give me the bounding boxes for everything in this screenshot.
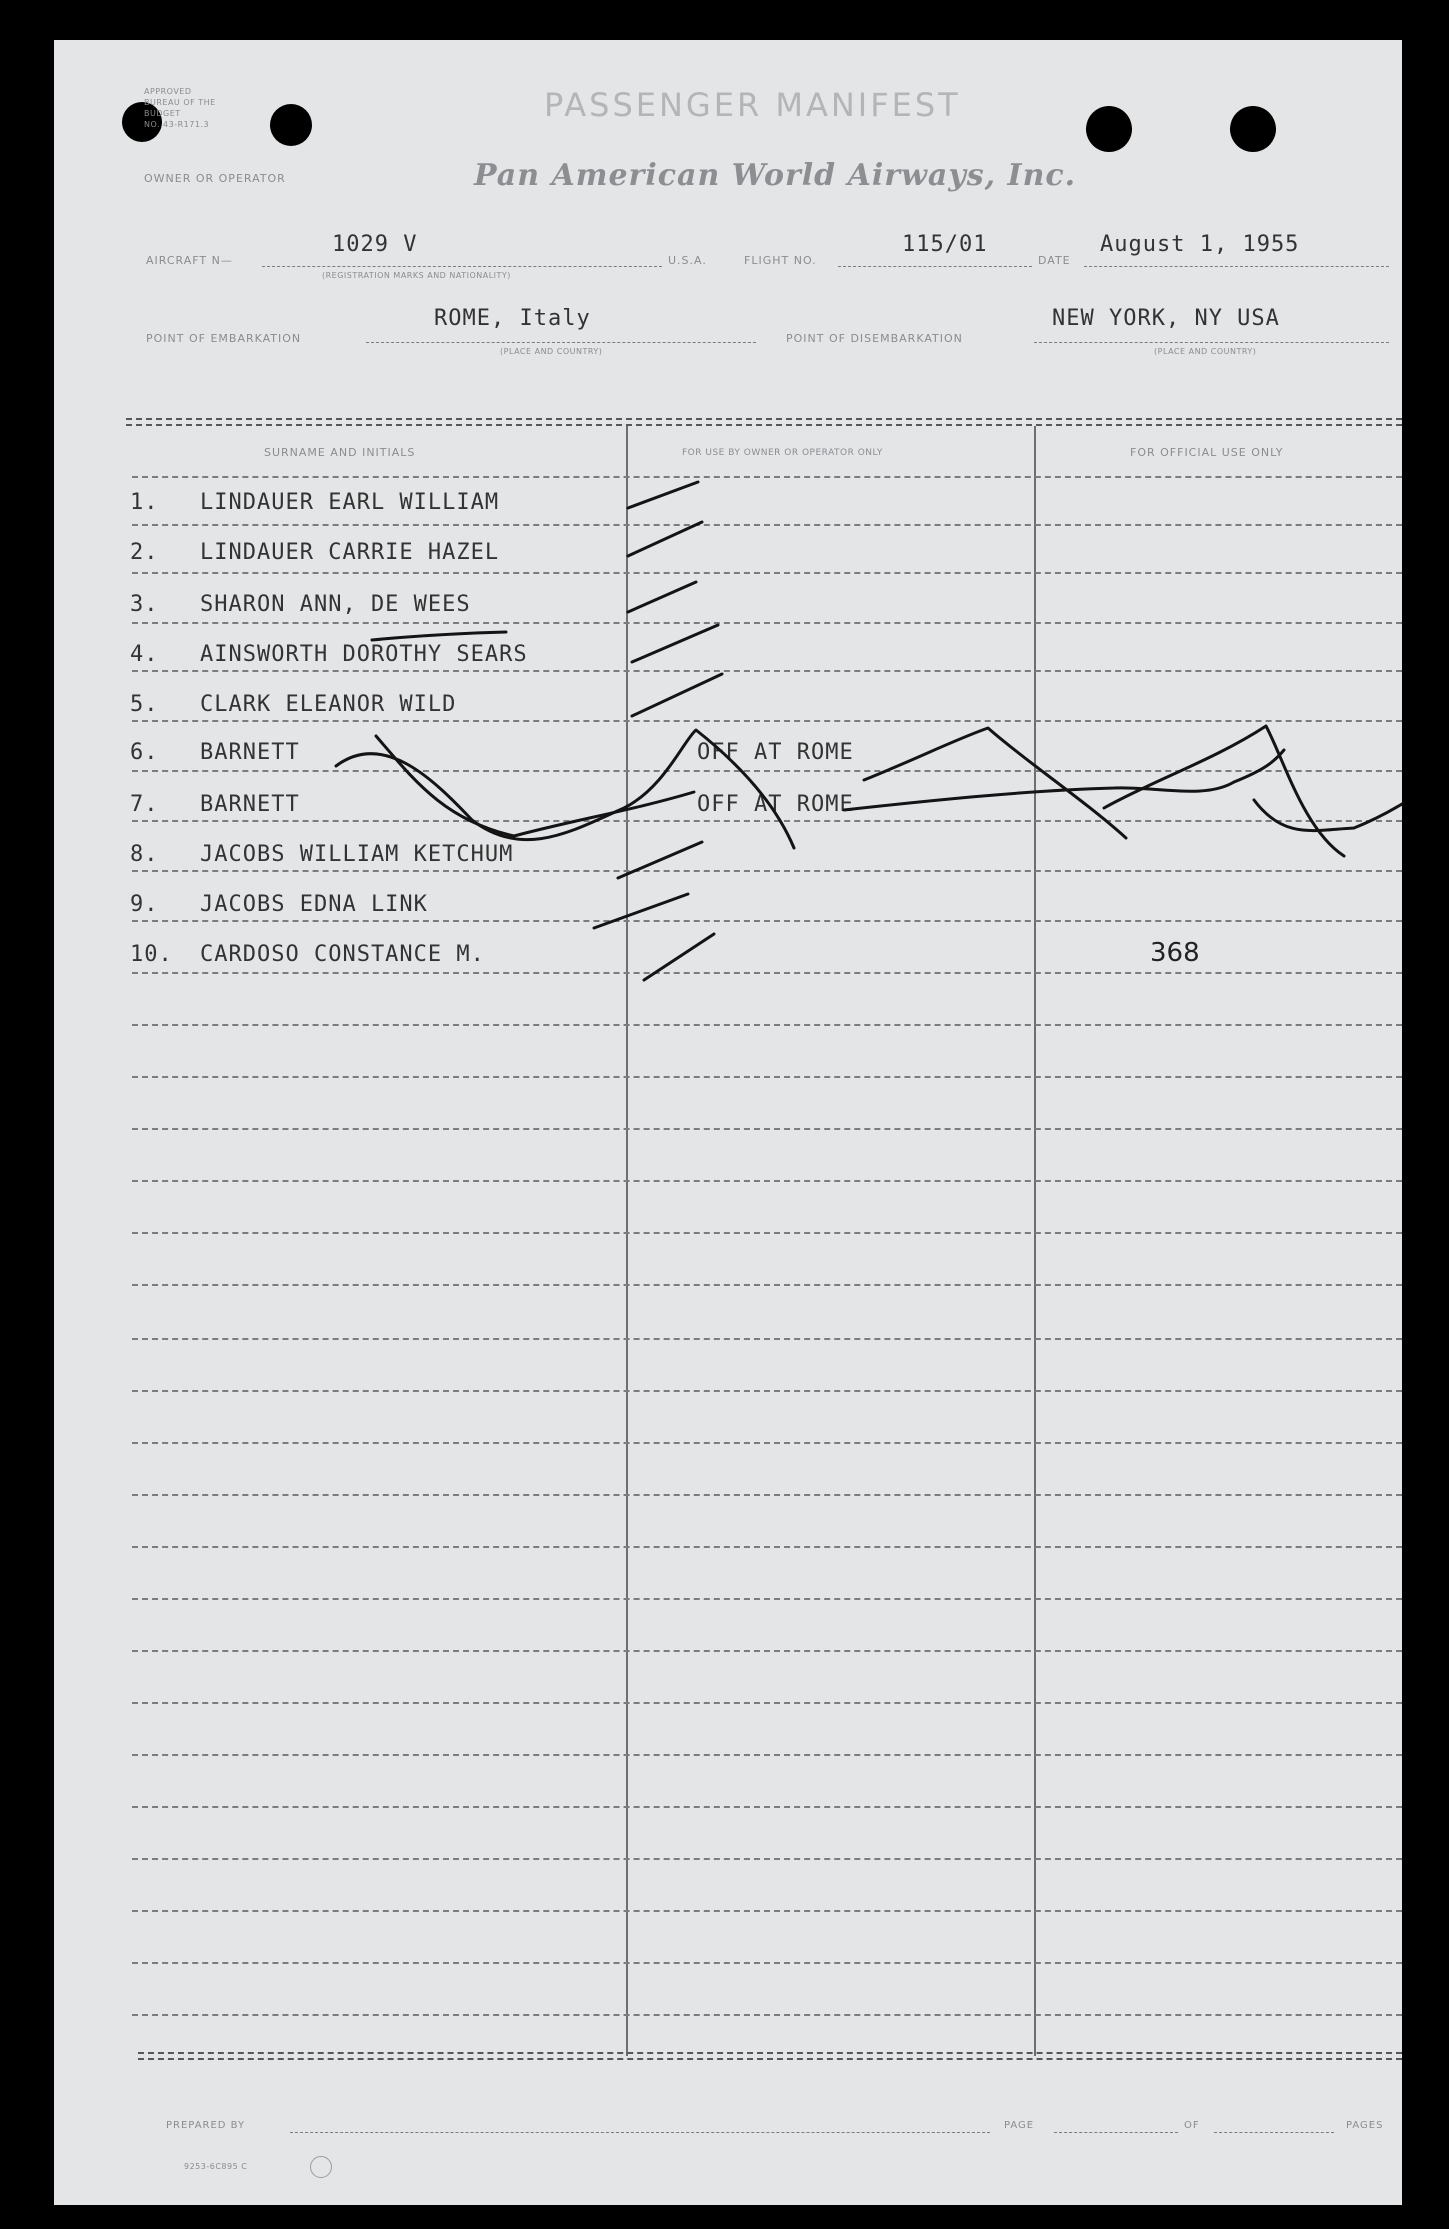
ruled-line [132, 1284, 1402, 1286]
passenger-name: SHARON ANN, DE WEES [200, 592, 471, 617]
strike-through-scribble [1104, 726, 1344, 856]
date-underline [1084, 266, 1389, 267]
of-label: OF [1184, 2120, 1200, 2131]
ruled-line [132, 476, 1402, 478]
page-title: PASSENGER MANIFEST [544, 86, 961, 124]
passenger-name: BARNETT [200, 792, 300, 817]
page-underline [1054, 2132, 1178, 2133]
ruled-line [132, 920, 1402, 922]
ruled-line [132, 720, 1402, 722]
column-header-official: FOR OFFICIAL USE ONLY [1130, 446, 1284, 459]
check-mark [628, 522, 702, 556]
row-number: 4. [130, 642, 159, 667]
strike-through-scribble [844, 750, 1284, 810]
ruled-line [132, 524, 1402, 526]
row-number: 7. [130, 792, 159, 817]
table-top-rule [126, 424, 1402, 426]
ruled-line [132, 972, 1402, 974]
flight-value: 115/01 [902, 232, 988, 257]
ruled-line [132, 1858, 1402, 1860]
ruled-line [132, 572, 1402, 574]
date-value: August 1, 1955 [1100, 232, 1300, 257]
check-mark [628, 582, 696, 612]
passenger-name: BARNETT [200, 740, 300, 765]
official-entry: 368 [1150, 938, 1200, 968]
ruled-line [132, 1024, 1402, 1026]
form-number: 9253-6C895 C [184, 2162, 248, 2171]
manifest-sheet [54, 40, 1402, 2205]
passenger-name: LINDAUER CARRIE HAZEL [200, 540, 500, 565]
row-number: 2. [130, 540, 159, 565]
row-number: 3. [130, 592, 159, 617]
aircraft-label: AIRCRAFT N— [146, 254, 233, 267]
ruled-line [132, 1910, 1402, 1912]
page-label: PAGE [1004, 2120, 1035, 2131]
ruled-line [132, 1390, 1402, 1392]
prepared-by-underline [290, 2132, 990, 2133]
operator-note: OFF AT ROME [697, 792, 854, 817]
ruled-line [132, 1598, 1402, 1600]
check-mark [594, 894, 688, 928]
ruled-line [132, 670, 1402, 672]
ruled-line [132, 622, 1402, 624]
check-mark [618, 842, 702, 878]
strike-through-scribble [1254, 800, 1402, 831]
pages-label: PAGES [1346, 2120, 1384, 2131]
punch-hole [1086, 106, 1132, 152]
row-number: 8. [130, 842, 159, 867]
disembarkation-value: NEW YORK, NY USA [1052, 306, 1280, 331]
disembarkation-label: POINT OF DISEMBARKATION [786, 332, 963, 345]
aircraft-value: 1029 V [332, 232, 418, 257]
embarkation-value: ROME, Italy [434, 306, 591, 331]
ruled-line [132, 1962, 1402, 1964]
operator-note: OFF AT ROME [697, 740, 854, 765]
punch-hole [1230, 106, 1276, 152]
underline-mark [372, 632, 506, 640]
flight-underline [838, 266, 1032, 267]
ruled-line [132, 1076, 1402, 1078]
ruled-line [132, 1546, 1402, 1548]
row-number: 10. [130, 942, 173, 967]
aircraft-underline [262, 266, 662, 267]
registration-caption: (REGISTRATION MARKS AND NATIONALITY) [322, 271, 511, 280]
column-header-operator: FOR USE BY OWNER OR OPERATOR ONLY [682, 448, 883, 458]
ruled-line [132, 1494, 1402, 1496]
table-bottom-rule [138, 2058, 1402, 2060]
date-label: DATE [1038, 254, 1071, 267]
ruled-line [132, 820, 1402, 822]
embarkation-label: POINT OF EMBARKATION [146, 332, 302, 345]
prepared-by-label: PREPARED BY [166, 2120, 246, 2131]
owner-label: OWNER OR OPERATOR [144, 172, 286, 185]
ruled-line [132, 1754, 1402, 1756]
printer-seal-icon [310, 2156, 332, 2178]
usa-label: U.S.A. [668, 254, 707, 267]
flight-label: FLIGHT NO. [744, 254, 817, 267]
passenger-name: CARDOSO CONSTANCE M. [200, 942, 485, 967]
passenger-name: JACOBS WILLIAM KETCHUM [200, 842, 514, 867]
check-mark [628, 482, 698, 508]
disembarkation-underline [1034, 342, 1389, 343]
check-mark [632, 625, 718, 662]
table-top-rule [126, 418, 1402, 420]
check-mark [632, 674, 722, 716]
row-number: 5. [130, 692, 159, 717]
approval-stamp: APPROVED BUREAU OF THE BUDGET NO. 43-R171.3 [144, 87, 216, 129]
ruled-line [132, 1128, 1402, 1130]
ruled-line [132, 1806, 1402, 1808]
column-header-surname: SURNAME AND INITIALS [264, 446, 416, 459]
table-bottom-rule [138, 2052, 1402, 2054]
ruled-line [132, 770, 1402, 772]
ruled-line [132, 1232, 1402, 1234]
handwritten-marks [54, 40, 1402, 2205]
ruled-line [132, 1702, 1402, 1704]
passenger-name: AINSWORTH DOROTHY SEARS [200, 642, 528, 667]
ruled-line [132, 1442, 1402, 1444]
ruled-line [132, 1650, 1402, 1652]
embarkation-underline [366, 342, 756, 343]
place-caption-disembarkation: (PLACE AND COUNTRY) [1154, 347, 1257, 356]
of-underline [1214, 2132, 1334, 2133]
ruled-line [132, 2014, 1402, 2016]
ruled-line [132, 870, 1402, 872]
place-caption-embarkation: (PLACE AND COUNTRY) [500, 347, 603, 356]
carrier-logo-text: Pan American World Airways, Inc. [474, 158, 1077, 193]
row-number: 6. [130, 740, 159, 765]
passenger-name: LINDAUER EARL WILLIAM [200, 490, 500, 515]
passenger-name: CLARK ELEANOR WILD [200, 692, 457, 717]
ruled-line [132, 1180, 1402, 1182]
ruled-line [132, 1338, 1402, 1340]
row-number: 1. [130, 490, 159, 515]
passenger-name: JACOBS EDNA LINK [200, 892, 428, 917]
row-number: 9. [130, 892, 159, 917]
